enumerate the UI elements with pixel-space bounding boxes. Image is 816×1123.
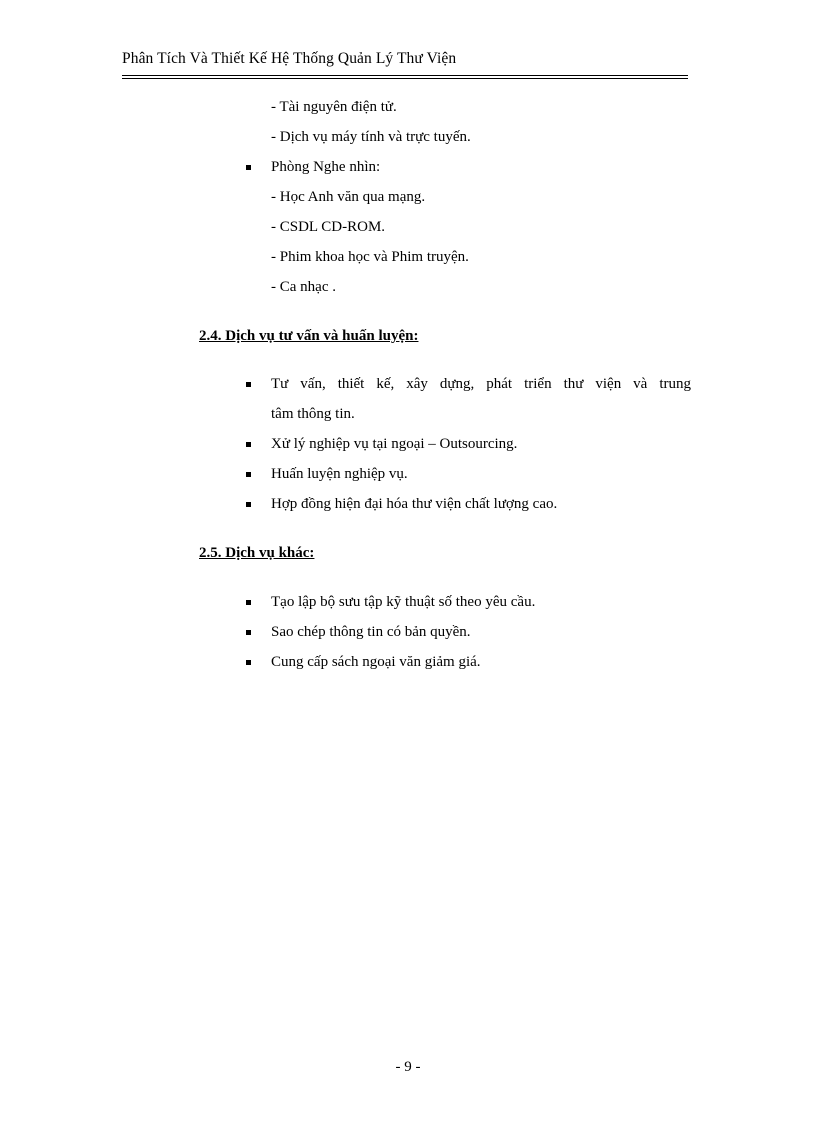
square-bullet-icon — [246, 502, 251, 507]
list-item-text: Tư vấn, thiết kế, xây dựng, phát triển thư viện và trung — [271, 376, 691, 392]
square-bullet-icon — [246, 660, 251, 665]
section-heading-2-5: 2.5. Dịch vụ khác: — [199, 545, 315, 561]
square-bullet-icon — [246, 472, 251, 477]
list-item-continuation: tâm thông tin. — [271, 406, 355, 422]
list-item: - Ca nhạc . — [271, 279, 336, 295]
section-heading-2-4: 2.4. Dịch vụ tư vấn và huấn luyện: — [199, 328, 419, 344]
list-item — [271, 374, 691, 394]
square-bullet-icon — [246, 165, 251, 170]
header-title: Phân Tích Và Thiết Kế Hệ Thống Quản Lý Thư Viện — [122, 50, 457, 67]
square-bullet-icon — [246, 600, 251, 605]
square-bullet-icon — [246, 630, 251, 635]
list-item: Sao chép thông tin có bản quyền. — [271, 624, 471, 640]
list-item: - Học Anh văn qua mạng. — [271, 189, 426, 205]
phong-nghe-nhin-label: Phòng Nghe nhìn: — [271, 159, 381, 175]
list-item: - Phim khoa học và Phim truyện. — [271, 249, 469, 265]
list-item: - Dịch vụ máy tính và trực tuyến. — [271, 129, 471, 145]
list-item: Tạo lập bộ sưu tập kỹ thuật số theo yêu cầu. — [271, 594, 536, 610]
square-bullet-icon — [246, 382, 251, 387]
square-bullet-icon — [246, 442, 251, 447]
list-item: - Tài nguyên điện tử. — [271, 99, 397, 115]
page-number: - 9 - — [395, 1059, 421, 1075]
list-item: Huấn luyện nghiệp vụ. — [271, 466, 408, 482]
list-item: Xử lý nghiệp vụ tại ngoại – Outsourcing. — [271, 436, 518, 452]
list-item: Cung cấp sách ngoại văn giảm giá. — [271, 654, 481, 670]
list-item: Hợp đồng hiện đại hóa thư viện chất lượng cao. — [271, 496, 558, 512]
list-item: - CSDL CD-ROM. — [271, 219, 386, 235]
